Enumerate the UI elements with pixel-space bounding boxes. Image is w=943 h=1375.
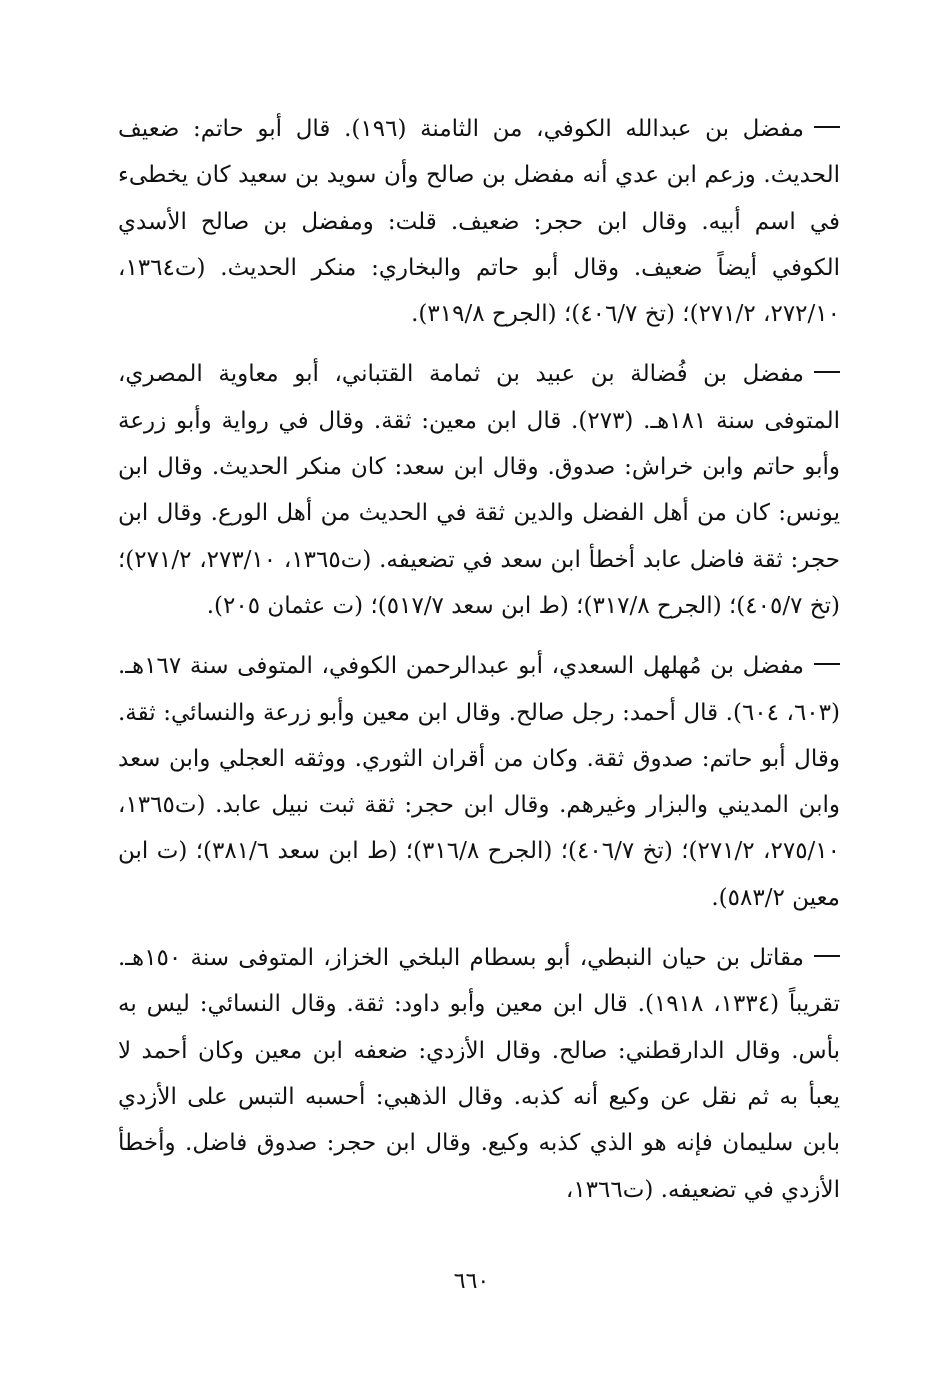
entry-text: مفضل بن فُضالة بن عبيد بن ثمامة القتباني، أبو معاوية المصري، المتوفى سنة ١٨١هـ. (٢٧٣). قال ابن معين: ثقة. وقال في رواية وأبو زرعة وأبو حاتم وابن خراش: صدوق. وقال ابن سعد: كان منكر الحديث. وقال ابن يونس: كان من أهل الفضل والدين ثقة في الحديث من أهل الورع. وقال ابن حجر: ثقة فاضل عابد أخطأ ابن سعد في تضعيفه. (ت١٣٦٥، ٢٧٣/١٠، ٢٧١/٢)؛ (تخ ٤٠٥/٧)؛ (الجرح ٣١٧/٨)؛ (ط ابن سعد ٥١٧/٧)؛ (ت عثمان ٢٠٥). (118, 361, 841, 619)
entry-text: مقاتل بن حيان النبطي، أبو بسطام البلخي الخزاز، المتوفى سنة ١٥٠هـ. تقريباً (١٣٣٤، ١٩١٨). قال ابن معين وأبو داود: ثقة. وقال النسائي: ليس به بأس. وقال الدارقطني: صالح. وقال الأزدي: ضعفه ابن معين وكان أحمد لا يعبأ به ثم نقل عن وكيع أنه كذبه. وقال الذهبي: أحسبه التبس على الأزدي بابن سليمان فإنه هو الذي كذبه وكيع. وقال ابن حجر: صدوق فاضل. وأخطأ الأزدي في تضعيفه. (ت١٣٦٦، (118, 945, 840, 1203)
entry-dash (814, 126, 840, 128)
entry-dash (814, 371, 840, 373)
entry-dash (814, 955, 840, 957)
entry-dash (814, 663, 840, 665)
page-number: ٦٦٠ (453, 1269, 490, 1294)
biography-entry (118, 935, 840, 1213)
biography-entry (118, 351, 840, 629)
entry-text: مفضل بن عبدالله الكوفي، من الثامنة (١٩٦). قال أبو حاتم: ضعيف الحديث. وزعم ابن عدي أنه مفضل بن صالح وأن سويد بن سعيد كان يخطىء في اسم أبيه. وقال ابن حجر: ضعيف. قلت: ومفضل بن صالح الأسدي الكوفي أيضاً ضعيف. وقال أبو حاتم والبخاري: منكر الحديث. (ت١٣٦٤، ٢٧٢/١٠، ٢٧١/٢)؛ (تخ ٤٠٦/٧)؛ (الجرح ٣١٩/٨). (118, 116, 840, 328)
biography-entry (118, 643, 840, 921)
page-body (118, 106, 840, 1213)
biography-entry (118, 106, 840, 337)
entry-text: مفضل بن مُهلهل السعدي، أبو عبدالرحمن الكوفي، المتوفى سنة ١٦٧هـ. (٦٠٣، ٦٠٤). قال أحمد: رجل صالح. وقال ابن معين وأبو زرعة والنسائي: ثقة. وقال أبو حاتم: صدوق ثقة. وكان من أقران الثوري. ووثقه العجلي وابن سعد وابن المديني والبزار وغيرهم. وقال ابن حجر: ثقة ثبت نبيل عابد. (ت١٣٦٥، ٢٧٥/١٠، ٢٧١/٢)؛ (تخ ٤٠٦/٧)؛ (الجرح ٣١٦/٨)؛ (ط ابن سعد ٣٨١/٦)؛ (ت ابن معين ٥٨٣/٢). (118, 653, 841, 911)
